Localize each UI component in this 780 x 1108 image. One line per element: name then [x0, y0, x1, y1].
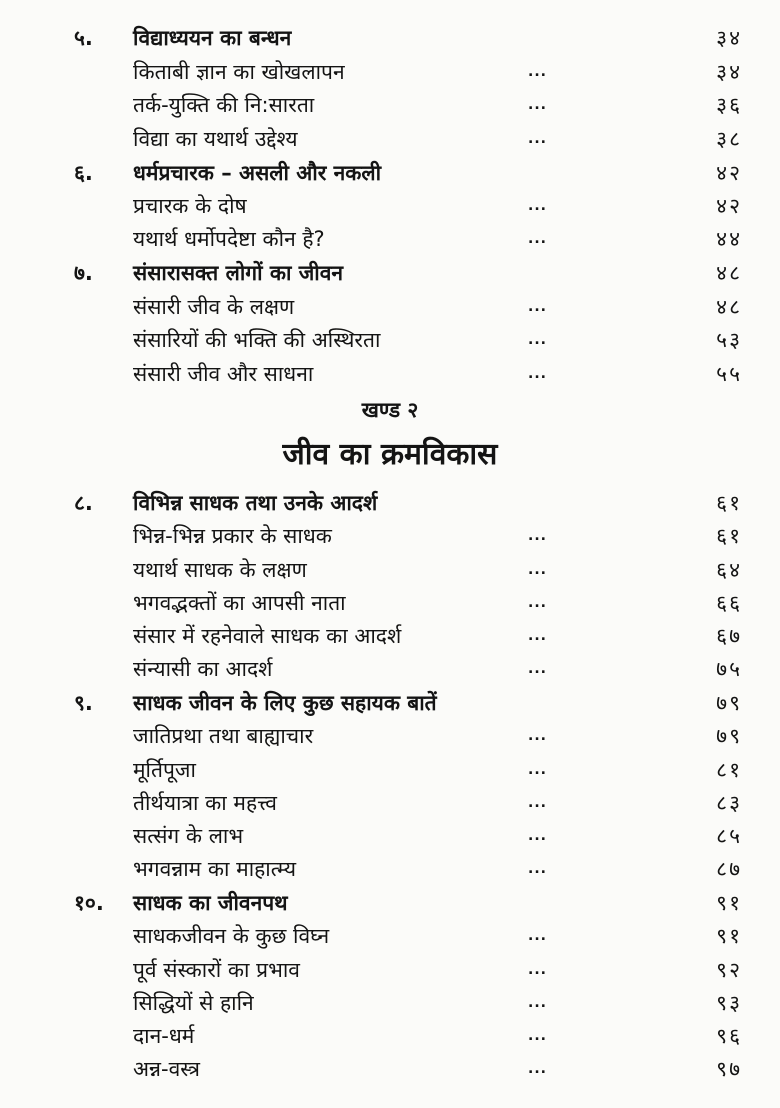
page-number: ९१ [716, 924, 742, 948]
leader-dots: ... [528, 131, 547, 147]
chapter-number: ८. [74, 491, 93, 515]
page-number: ३८ [716, 127, 742, 151]
toc-chapter-9 [0, 686, 780, 720]
page-number: ४८ [716, 295, 742, 319]
toc-entry [0, 586, 780, 620]
page-number: ४४ [716, 227, 742, 251]
toc-entry [0, 357, 780, 391]
leader-dots: ... [528, 762, 547, 778]
chapter-title: विभिन्न साधक तथा उनके आदर्श [133, 491, 378, 515]
entry-title: यथार्थ साधक के लक्षण [133, 558, 307, 582]
entry-title: भगवन्नाम का माहात्म्य [133, 857, 297, 881]
leader-dots: ... [528, 528, 547, 544]
toc-entry [0, 619, 780, 653]
leader-dots: ... [528, 828, 547, 844]
leader-dots: ... [528, 928, 547, 944]
page-number: ८५ [716, 824, 742, 848]
toc-chapter-6 [0, 156, 780, 190]
page-number: ६१ [716, 524, 742, 548]
chapter-number: ९. [74, 691, 93, 715]
entry-title: संन्यासी का आदर्श [133, 657, 273, 681]
toc-chapter-10 [0, 886, 780, 920]
entry-title: तीर्थयात्रा का महत्त्व [133, 791, 277, 815]
toc-entry [0, 652, 780, 686]
leader-dots: ... [528, 562, 547, 578]
entry-title: किताबी ज्ञान का खोखलापन [133, 60, 345, 84]
page-number: ६१ [716, 491, 742, 515]
toc-entry [0, 88, 780, 122]
page-number: ५३ [716, 328, 742, 352]
leader-dots: ... [528, 995, 547, 1011]
entry-title: मूर्तिपूजा [133, 758, 196, 782]
page-number: ७९ [716, 691, 742, 715]
entry-title: जातिप्रथा तथा बाह्याचार [133, 724, 314, 748]
page-number: ४८ [716, 261, 742, 285]
page-number: ६६ [716, 591, 742, 615]
toc-entry [0, 953, 780, 987]
toc-entry [0, 786, 780, 820]
toc-chapter-5 [0, 21, 780, 55]
leader-dots: ... [528, 97, 547, 113]
page-number: ५५ [716, 362, 742, 386]
leader-dots: ... [528, 795, 547, 811]
page-number: ७५ [716, 657, 742, 681]
toc-entry [0, 290, 780, 324]
leader-dots: ... [528, 1061, 547, 1077]
toc-entry [0, 719, 780, 753]
toc-entry [0, 122, 780, 156]
toc-entry [0, 323, 780, 357]
chapter-number: १०. [74, 891, 104, 915]
page-number: ६७ [716, 624, 742, 648]
page-number: ३६ [716, 93, 742, 117]
entry-title: प्रचारक के दोष [133, 194, 247, 218]
entry-title: साधकजीवन के कुछ विघ्न [133, 924, 330, 948]
chapter-number: ७. [74, 261, 93, 285]
toc-entry [0, 519, 780, 553]
entry-title: यथार्थ धर्मोपदेष्टा कौन है? [133, 227, 325, 251]
section-label: खण्ड २ [361, 398, 419, 422]
leader-dots: ... [528, 861, 547, 877]
leader-dots: ... [528, 1028, 547, 1044]
entry-title: भगवद्भक्तों का आपसी नाता [133, 591, 346, 615]
leader-dots: ... [528, 231, 547, 247]
toc-entry [0, 1052, 780, 1086]
toc-chapter-8 [0, 486, 780, 520]
leader-dots: ... [528, 962, 547, 978]
toc-entry [0, 753, 780, 787]
toc-entry [0, 553, 780, 587]
toc-entry [0, 55, 780, 89]
entry-title: अन्न-वस्त्र [133, 1057, 201, 1081]
entry-title: तर्क-युक्ति की नि:सारता [133, 93, 315, 117]
toc-entry [0, 1019, 780, 1053]
chapter-title: धर्मप्रचारक – असली और नकली [133, 161, 382, 185]
toc-entry [0, 986, 780, 1020]
leader-dots: ... [528, 198, 547, 214]
entry-title: संसारी जीव और साधना [133, 362, 314, 386]
page-number: ८७ [716, 857, 742, 881]
leader-dots: ... [528, 628, 547, 644]
page-number: ९३ [716, 991, 742, 1015]
leader-dots: ... [528, 728, 547, 744]
leader-dots: ... [528, 64, 547, 80]
entry-title: सिद्धियों से हानि [133, 991, 254, 1015]
section-title: जीव का क्रमविकास [282, 437, 498, 472]
leader-dots: ... [528, 299, 547, 315]
page-number: ४२ [716, 194, 742, 218]
toc-chapter-7 [0, 256, 780, 290]
entry-title: संसार में रहनेवाले साधक का आदर्श [133, 624, 402, 648]
chapter-title: संसारासक्त लोगों का जीवन [133, 261, 344, 285]
entry-title: पूर्व संस्कारों का प्रभाव [133, 958, 300, 982]
page-number: ३४ [716, 60, 742, 84]
page-number: ४२ [716, 161, 742, 185]
chapter-title: विद्याध्ययन का बन्धन [133, 26, 292, 50]
entry-title: संसारियों की भक्ति की अस्थिरता [133, 328, 381, 352]
toc-entry [0, 919, 780, 953]
leader-dots: ... [528, 595, 547, 611]
page-number: ३४ [716, 26, 742, 50]
toc-entry [0, 819, 780, 853]
leader-dots: ... [528, 366, 547, 382]
chapter-number: ६. [74, 161, 93, 185]
toc-entry [0, 189, 780, 223]
chapter-title: साधक का जीवनपथ [133, 891, 288, 915]
page-number: ९१ [716, 891, 742, 915]
leader-dots: ... [528, 332, 547, 348]
entry-title: भिन्न-भिन्न प्रकार के साधक [133, 524, 332, 548]
entry-title: विद्या का यथार्थ उद्देश्य [133, 127, 298, 151]
toc-entry [0, 852, 780, 886]
entry-title: दान-धर्म [133, 1024, 195, 1048]
page-number: ८३ [716, 791, 742, 815]
page-number: ९६ [716, 1024, 742, 1048]
leader-dots: ... [528, 661, 547, 677]
entry-title: सत्संग के लाभ [133, 824, 244, 848]
page-number: ९२ [716, 958, 742, 982]
entry-title: संसारी जीव के लक्षण [133, 295, 295, 319]
toc-entry [0, 222, 780, 256]
chapter-title: साधक जीवन के लिए कुछ सहायक बातें [133, 691, 437, 715]
page-number: ९७ [716, 1057, 742, 1081]
page-number: ८१ [716, 758, 742, 782]
page-number: ६४ [716, 558, 742, 582]
page-number: ७९ [716, 724, 742, 748]
chapter-number: ५. [74, 26, 93, 50]
